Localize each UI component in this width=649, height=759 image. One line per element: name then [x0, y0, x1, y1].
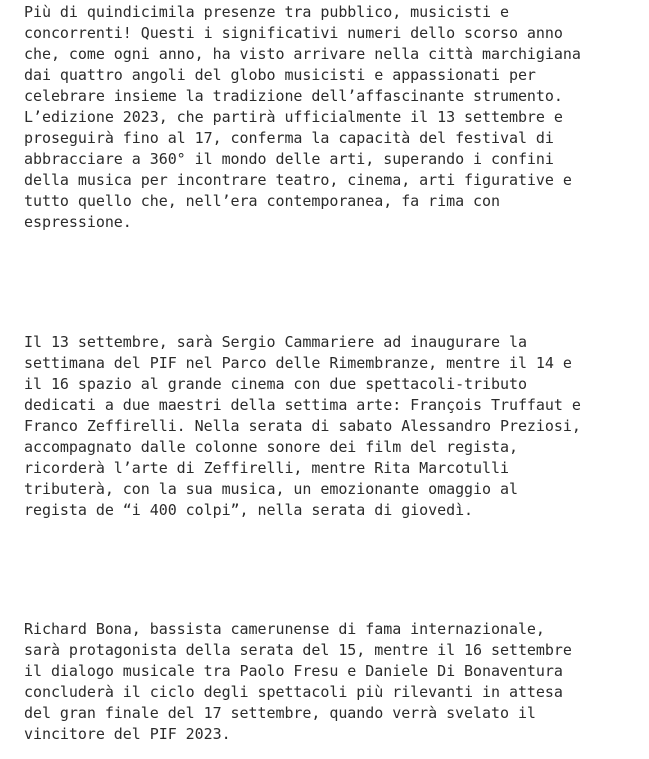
paragraph-program: Il 13 settembre, sarà Sergio Cammariere ad inaugurare la settimana del PIF nel Parco delle Rimembranze, mentre il 14 e il 16 spazio al grande cinema con due spettacoli-tributo dedicati a due maestri della settima arte: François Truffaut e Franco Zeffirelli. Nella serata di sabato Alessandro Preziosi, accompagnato dalle colonne sonore dei film del regista, ricorderà l’arte di Zeffirelli, mentre Rita Marcotulli tributerà, con la sua musica, un emozionante omaggio al regista de “i 400 colpi”, nella serata di giovedì.	[24, 333, 581, 519]
paragraph-intro: Più di quindicimila presenze tra pubblico, musicisti e concorrenti! Questi i significativi numeri dello scorso anno che, come ogni anno, ha visto arrivare nella città marchigiana dai quattro angoli del globo musicisti e appassionati per celebrare insieme la tradizione dell’affascinante strumento. L’edizione 2023, che partirà ufficialmente il 13 settembre e proseguirà fino al 17, conferma la capacità del festival di abbracciare a 360° il mondo delle arti, superando i confini della musica per incontrare teatro, cinema, arti figurative e tutto quello che, nell’era contemporanea, fa rima con espressione.	[24, 3, 581, 231]
paragraph-finale: Richard Bona, bassista camerunense di fama internazionale, sarà protagonista della serata del 15, mentre il 16 settembre il dialogo musicale tra Paolo Fresu e Daniele Di Bonaventura concluderà il ciclo degli spettacoli più rilevanti in attesa del gran finale del 17 settembre, quando verrà svelato il vincitore del PIF 2023.	[24, 620, 572, 743]
